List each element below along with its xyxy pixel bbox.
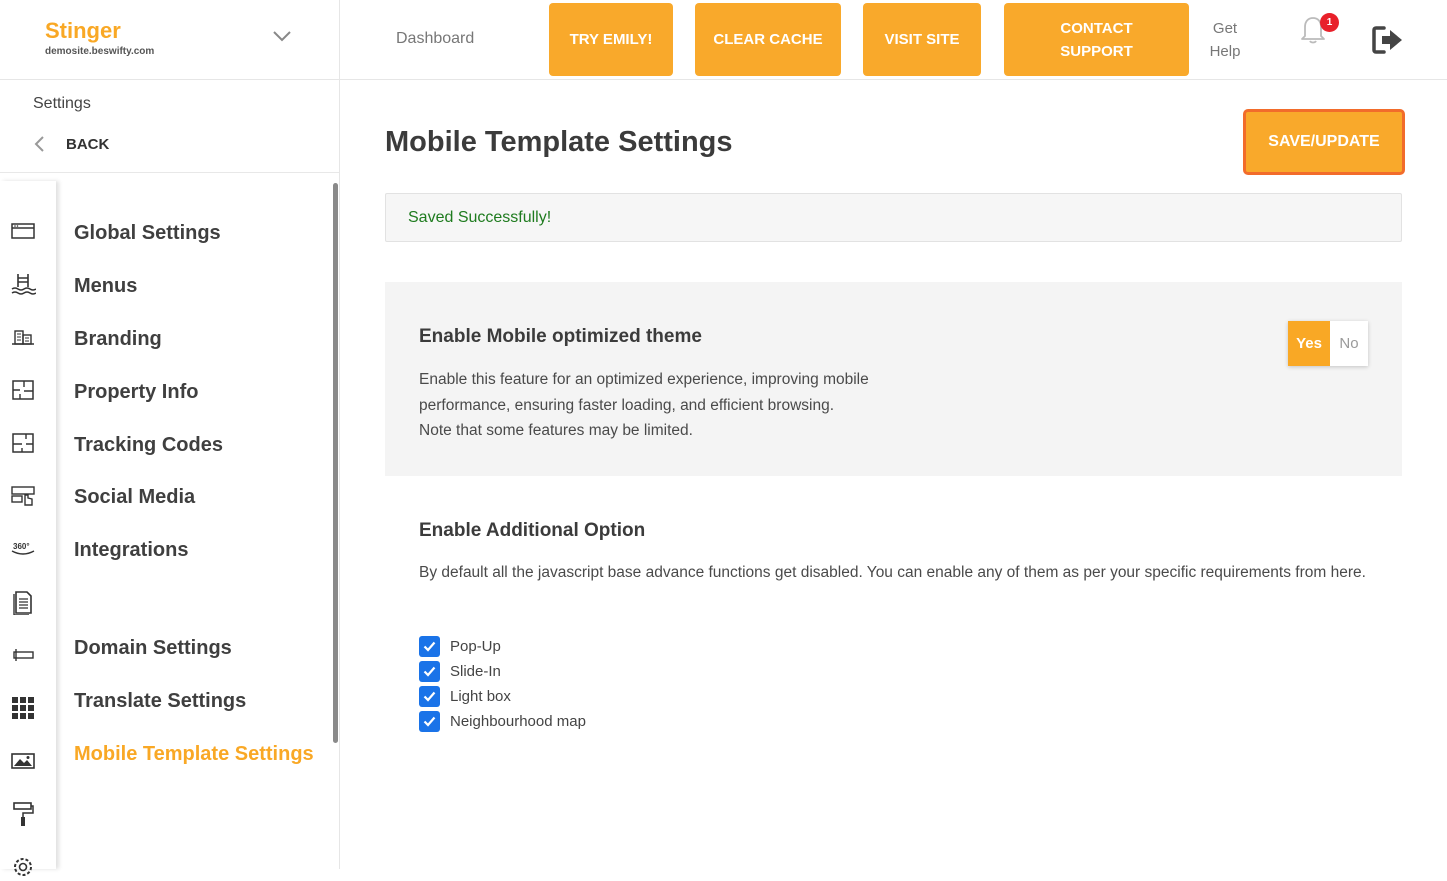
mobile-theme-card [385, 282, 1402, 476]
toggle-no-option[interactable]: No [1330, 321, 1368, 366]
page-title: Mobile Template Settings [385, 126, 733, 158]
notification-badge: 1 [1320, 13, 1339, 32]
sidebar-item-mobile-template-settings[interactable]: Mobile Template Settings [74, 743, 314, 765]
chevron-down-icon[interactable] [270, 24, 294, 48]
icon-rail [0, 181, 56, 869]
neighbourhood-map-label: Neighbourhood map [450, 712, 586, 730]
floorplan-icon[interactable] [9, 376, 37, 404]
sidebar-item-menus[interactable]: Menus [74, 275, 138, 297]
additional-options-card [385, 476, 1402, 766]
floorplan-alt-icon[interactable] [9, 429, 37, 457]
sidebar-item-social-media[interactable]: Social Media [74, 486, 196, 508]
sidebar-item-branding[interactable]: Branding [74, 328, 162, 350]
save-update-button[interactable]: SAVE/UPDATE [1243, 109, 1405, 175]
chevron-left-icon [30, 134, 50, 154]
logout-icon[interactable] [1370, 24, 1406, 56]
sidebar-divider [0, 172, 339, 173]
get-help-link[interactable]: Get Help [1209, 20, 1241, 60]
grid-icon[interactable] [9, 694, 37, 722]
site-switcher[interactable] [0, 0, 340, 80]
additional-options-title: Enable Additional Option [419, 520, 646, 541]
sidebar-item-global-settings[interactable]: Global Settings [74, 222, 221, 244]
toggle-yes-option[interactable]: Yes [1288, 321, 1330, 366]
sidebar-item-integrations[interactable]: Integrations [74, 539, 189, 561]
browser-window-icon[interactable] [9, 217, 37, 245]
slide-in-label: Slide-In [450, 662, 501, 680]
contact-support-button[interactable]: CONTACT SUPPORT [1004, 3, 1189, 76]
svg-text:360°: 360° [13, 542, 30, 551]
sidebar-scrollbar[interactable] [331, 181, 339, 869]
top-bar [0, 0, 1447, 80]
popup-label: Pop-Up [450, 637, 501, 655]
document-icon[interactable] [9, 588, 37, 616]
touch-screen-icon[interactable] [9, 482, 37, 510]
back-button[interactable] [30, 132, 109, 156]
sidebar-item-domain-settings[interactable]: Domain Settings [74, 637, 232, 659]
additional-options-description: By default all the javascript base advance functions get disabled. You can enable any of them as per your specific requirements from here. [419, 564, 1366, 581]
back-label: BACK [66, 135, 110, 153]
checkbox-checked-icon[interactable] [419, 661, 440, 682]
sign-post-icon[interactable] [9, 641, 37, 669]
lightbox-checkbox[interactable] [419, 685, 511, 707]
mobile-theme-title: Enable Mobile optimized theme [419, 326, 702, 347]
visit-site-button[interactable]: VISIT SITE [863, 3, 981, 76]
gear-icon[interactable] [9, 853, 37, 881]
brand-name: Stinger [45, 18, 121, 43]
mobile-theme-description: Enable this feature for an optimized experience, improving mobile performance, ensuring faster loading, and efficient browsing. Note that some features may be limited. [419, 371, 869, 439]
sidebar-scrollbar-thumb[interactable] [333, 183, 338, 743]
sidebar-item-tracking-codes[interactable]: Tracking Codes [74, 434, 223, 456]
image-icon[interactable] [9, 747, 37, 775]
success-alert [385, 193, 1402, 242]
neighbourhood-map-checkbox[interactable] [419, 710, 586, 732]
slide-in-checkbox[interactable] [419, 660, 501, 682]
checkbox-checked-icon[interactable] [419, 686, 440, 707]
360-view-icon[interactable] [9, 535, 37, 563]
brand-domain: demosite.beswifty.com [45, 46, 155, 57]
mobile-theme-toggle[interactable] [1288, 321, 1368, 366]
sidebar [0, 80, 340, 869]
lightbox-label: Light box [450, 687, 511, 705]
try-emily-button[interactable]: TRY EMILY! [549, 3, 673, 76]
popup-checkbox[interactable] [419, 635, 501, 657]
buildings-icon[interactable] [9, 323, 37, 351]
nav-dashboard-link[interactable]: Dashboard [396, 30, 475, 47]
paint-roller-icon[interactable] [9, 800, 37, 828]
clear-cache-button[interactable]: CLEAR CACHE [695, 3, 841, 76]
sidebar-section-title: Settings [33, 95, 91, 112]
pool-icon[interactable] [9, 270, 37, 298]
checkbox-checked-icon[interactable] [419, 636, 440, 657]
success-alert-text: Saved Successfully! [408, 209, 552, 226]
checkbox-checked-icon[interactable] [419, 711, 440, 732]
sidebar-item-property-info[interactable]: Property Info [74, 381, 199, 403]
sidebar-item-translate-settings[interactable]: Translate Settings [74, 690, 247, 712]
